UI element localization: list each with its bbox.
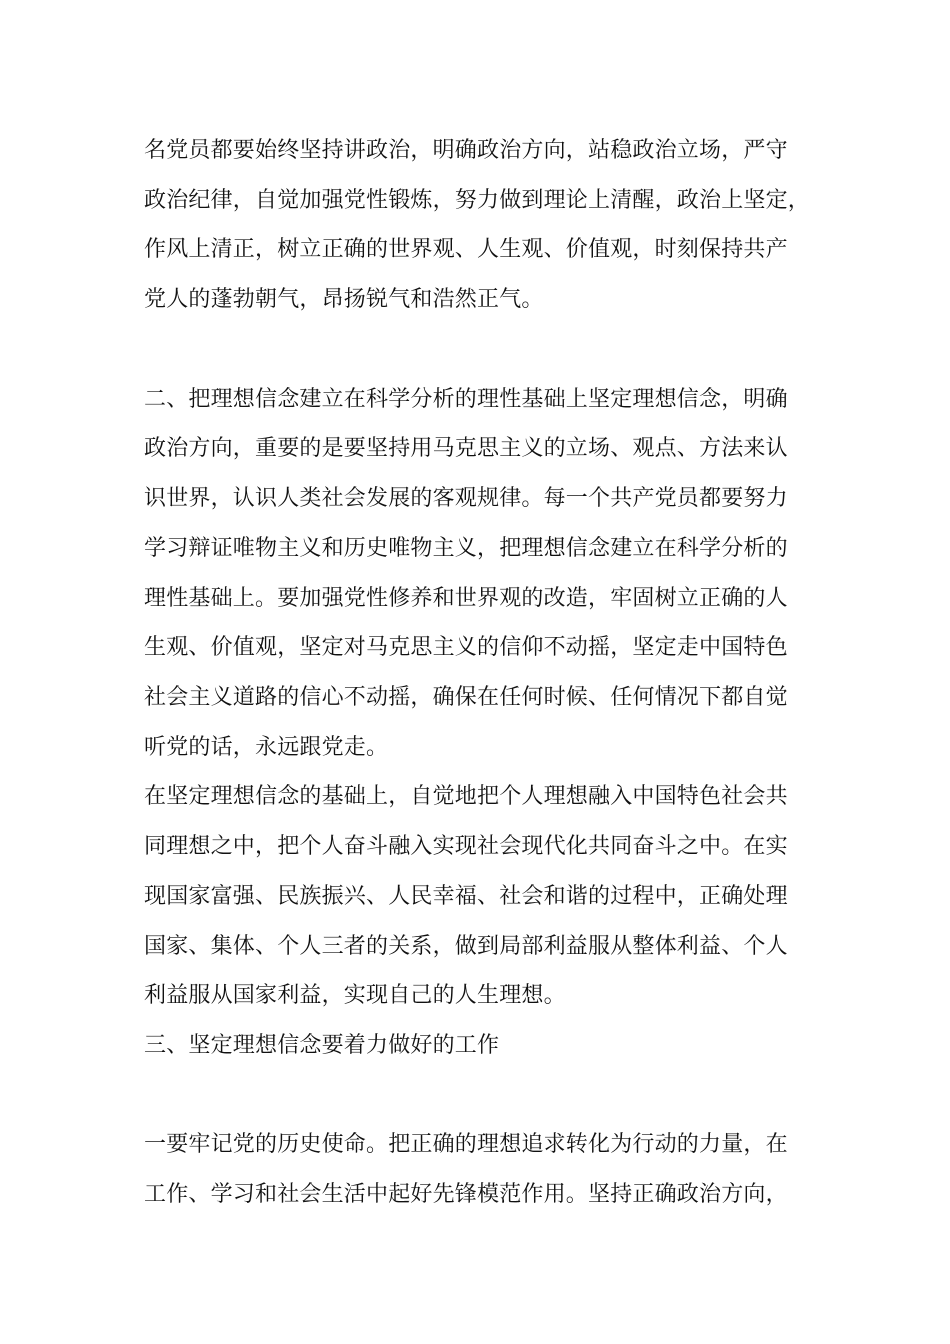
text-line: 在坚定理想信念的基础上，自觉地把个人理想融入中国特色社会共 [144,784,788,809]
text-line: 同理想之中，把个人奋斗融入实现社会现代化共同奋斗之中。在实 [144,834,788,859]
section-heading-2: 二、把理想信念建立在科学分析的理性基础上坚定理想信念，明确 [144,387,788,412]
text-line: 识世界，认识人类社会发展的客观规律。每一个共产党员都要努力 [144,486,788,511]
text-line: 社会主义道路的信心不动摇，确保在任何时候、任何情况下都自觉 [144,685,788,710]
text-line: 生观、价值观，坚定对马克思主义的信仰不动摇，坚定走中国特色 [144,635,788,660]
text-line: 作风上清正，树立正确的世界观、人生观、价值观，时刻保持共产 [144,237,788,262]
text-line: 听党的话，永远跟党走。 [144,735,389,760]
text-line: 名党员都要始终坚持讲政治，明确政治方向，站稳政治立场，严守 [144,138,788,163]
text-line: 政治纪律，自觉加强党性锻炼，努力做到理论上清醒，政治上坚定， [144,188,811,213]
text-line: 利益服从国家利益，实现自己的人生理想。 [144,983,566,1008]
text-line: 一要牢记党的历史使命。把正确的理想追求转化为行动的力量，在 [144,1132,788,1157]
text-line: 工作、学习和社会生活中起好先锋模范作用。坚持正确政治方向， [144,1182,788,1207]
text-line: 学习辩证唯物主义和历史唯物主义，把理想信念建立在科学分析的 [144,536,788,561]
text-line: 现国家富强、民族振兴、人民幸福、社会和谐的过程中，正确处理 [144,884,788,909]
text-line: 党人的蓬勃朝气，昂扬锐气和浩然正气。 [144,287,544,312]
text-line: 理性基础上。要加强党性修养和世界观的改造，牢固树立正确的人 [144,586,788,611]
text-line: 政治方向，重要的是要坚持用马克思主义的立场、观点、方法来认 [144,436,788,461]
text-line: 国家、集体、个人三者的关系，做到局部利益服从整体利益、个人 [144,934,788,959]
section-heading-3: 三、坚定理想信念要着力做好的工作 [144,1033,500,1058]
